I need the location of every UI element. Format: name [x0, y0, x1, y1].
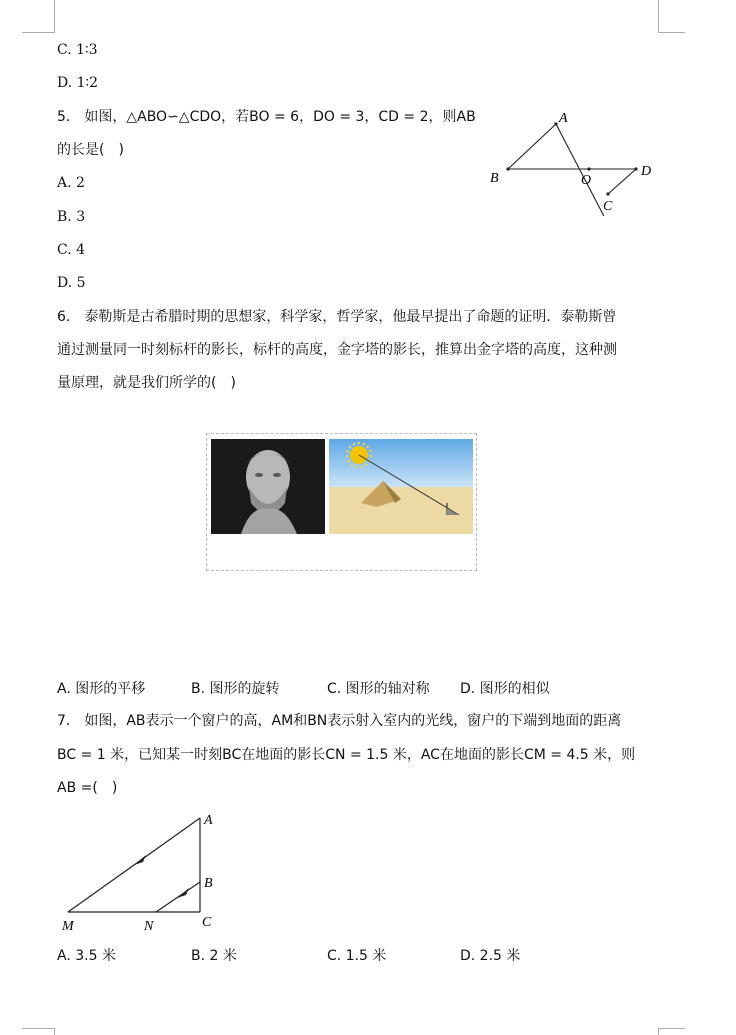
q6-option-b: B. 图形的旋转	[191, 681, 280, 697]
label-o: O	[581, 173, 592, 188]
segment-ac	[556, 124, 608, 216]
label-b: B	[490, 171, 499, 186]
segment-dc	[608, 169, 636, 194]
q5-option-b: B. 3	[57, 209, 86, 225]
label-c: C	[202, 915, 212, 930]
ray-am-arrow	[134, 855, 146, 865]
crop-mark-top-right	[658, 0, 685, 33]
label-d: D	[641, 164, 652, 179]
crop-mark-top-left	[22, 0, 55, 33]
q6-stem-line1: 6. 泰勒斯是古希腊时期的思想家，科学家，哲学家，他最早提出了命题的证明．泰勒斯曾	[57, 309, 617, 325]
pyramid-sun-image	[329, 439, 473, 534]
segment-ab	[508, 124, 556, 169]
q7-stem-line1: 7. 如图，AB表示一个窗户的高，AM和BN表示射入室内的光线，窗户的下端到地面的距离	[57, 713, 622, 729]
q6-option-d: D. 图形的相似	[460, 681, 550, 697]
q7-stem-line3: AB =( )	[57, 780, 118, 796]
q6-stem-line2: 通过测量同一时刻标杆的影长，标杆的高度，金字塔的影长，推算出金字塔的高度，这种测	[57, 342, 617, 358]
q7-option-c: C. 1.5 米	[327, 948, 387, 964]
label-c: C	[603, 199, 613, 214]
label-n: N	[144, 919, 154, 934]
q5-stem-line2: 的长是( )	[57, 142, 124, 158]
q5-option-a: A. 2	[57, 175, 85, 191]
q6-image-frame	[206, 433, 477, 571]
q7-stem-line2: BC = 1 米，已知某一时刻BC在地面的影长CN = 1.5 米，AC在地面的影长CM = 4.5 米，则	[57, 747, 636, 763]
q5-triangle-figure	[484, 104, 660, 216]
q7-window-figure	[56, 806, 226, 936]
q7-option-a: A. 3.5 米	[57, 948, 116, 964]
label-a: A	[204, 813, 213, 828]
ray-bn-arrow	[177, 888, 189, 898]
q5-option-d: D. 5	[57, 275, 86, 291]
q6-stem-line3: 量原理，就是我们所学的( )	[57, 375, 236, 391]
q7-option-d: D. 2.5 米	[460, 948, 521, 964]
q5-option-c: C. 4	[57, 242, 86, 258]
q6-option-a: A. 图形的平移	[57, 681, 146, 697]
q4-option-c: C. 1∶3	[57, 42, 98, 58]
q7-option-b: B. 2 米	[191, 948, 237, 964]
label-a: A	[559, 111, 568, 126]
q4-option-d: D. 1∶2	[57, 75, 99, 91]
thales-bust-image	[211, 439, 325, 534]
light-ray-bn	[156, 882, 200, 912]
q6-option-c: C. 图形的轴对称	[327, 681, 430, 697]
q5-stem-line1: 5. 如图，△ABO∽△CDO，若BO = 6，DO = 3，CD = 2，则AB	[57, 109, 476, 125]
label-b: B	[204, 876, 213, 891]
label-m: M	[62, 919, 74, 934]
